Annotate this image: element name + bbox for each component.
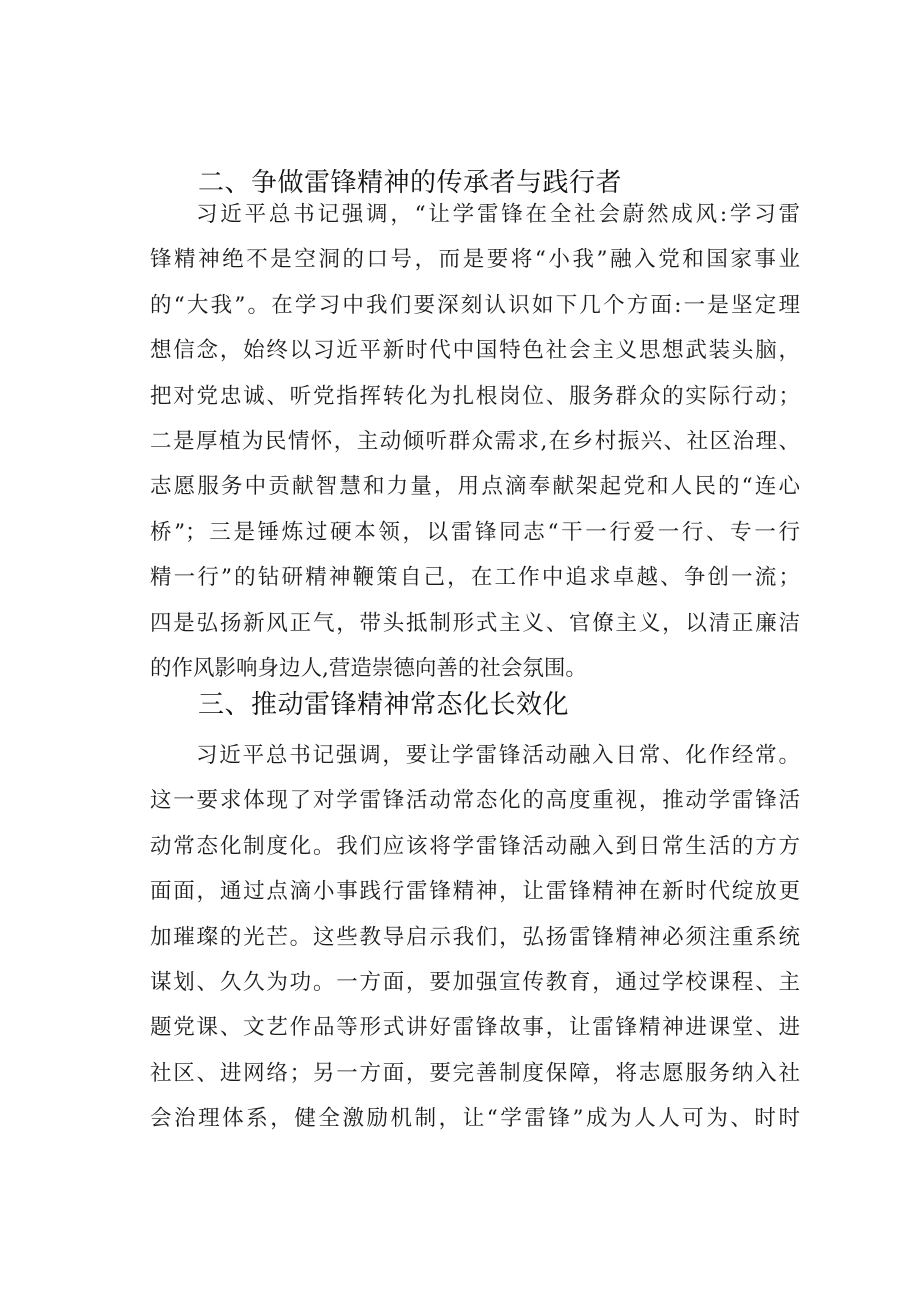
paragraph-line: 会治理体系，健全激励机制，让“学雷锋”成为人人可为、时时 xyxy=(150,1106,800,1132)
paragraph-line: 这一要求体现了对学雷锋活动常态化的高度重视，推动学雷锋活 xyxy=(150,788,800,814)
paragraph-line: 把对党忠诚、听党指挥转化为扎根岗位、服务群众的实际行动； xyxy=(150,383,800,409)
paragraph-line: 四是弘扬新风正气，带头抵制形式主义、官僚主义，以清正廉洁 xyxy=(150,610,800,636)
paragraph-line: 习近平总书记强调，“让学雷锋在全社会蔚然成风:学习雷 xyxy=(196,202,800,227)
paragraph-line: 的“大我”。在学习中我们要深刻认识如下几个方面:一是坚定理 xyxy=(150,292,800,318)
paragraph-line: 精一行”的钻研精神鞭策自己，在工作中追求卓越、争创一流； xyxy=(150,565,800,591)
paragraph-line: 桥”；三是锤炼过硬本领，以雷锋同志“干一行爱一行、专一行 xyxy=(150,519,800,545)
paragraph-line: 习近平总书记强调，要让学雷锋活动融入日常、化作经常。 xyxy=(196,743,800,768)
section-3-paragraph xyxy=(150,733,800,1142)
section-heading-2: 二、争做雷锋精神的传承者与践行者 xyxy=(198,168,623,198)
paragraph-line: 社区、进网络；另一方面，要完善制度保障，将志愿服务纳入社 xyxy=(150,1060,800,1086)
paragraph-line: 锋精神绝不是空洞的口号，而是要将“小我”融入党和国家事业 xyxy=(150,247,800,273)
paragraph-line: 二是厚植为民情怀，主动倾听群众需求,在乡村振兴、社区治理、 xyxy=(150,428,800,454)
paragraph-line: 的作风影响身边人,营造崇德向善的社会氛围。 xyxy=(150,655,587,681)
paragraph-line: 面面，通过点滴小事践行雷锋精神，让雷锋精神在新时代绽放更 xyxy=(150,879,800,905)
paragraph-line: 题党课、文艺作品等形式讲好雷锋故事，让雷锋精神进课堂、进 xyxy=(150,1015,800,1041)
paragraph-line: 想信念，始终以习近平新时代中国特色社会主义思想武装头脑， xyxy=(150,338,800,364)
paragraph-line: 加璀璨的光芒。这些教导启示我们，弘扬雷锋精神必须注重系统 xyxy=(150,924,800,950)
section-heading-3: 三、推动雷锋精神常态化长效化 xyxy=(198,690,570,720)
paragraph-line: 动常态化制度化。我们应该将学雷锋活动融入到日常生活的方方 xyxy=(150,833,800,859)
paragraph-line: 志愿服务中贡献智慧和力量，用点滴奉献架起党和人民的“连心 xyxy=(150,474,800,500)
paragraph-line: 谋划、久久为功。一方面，要加强宣传教育，通过学校课程、主 xyxy=(150,969,800,995)
section-2-paragraph xyxy=(150,192,800,691)
